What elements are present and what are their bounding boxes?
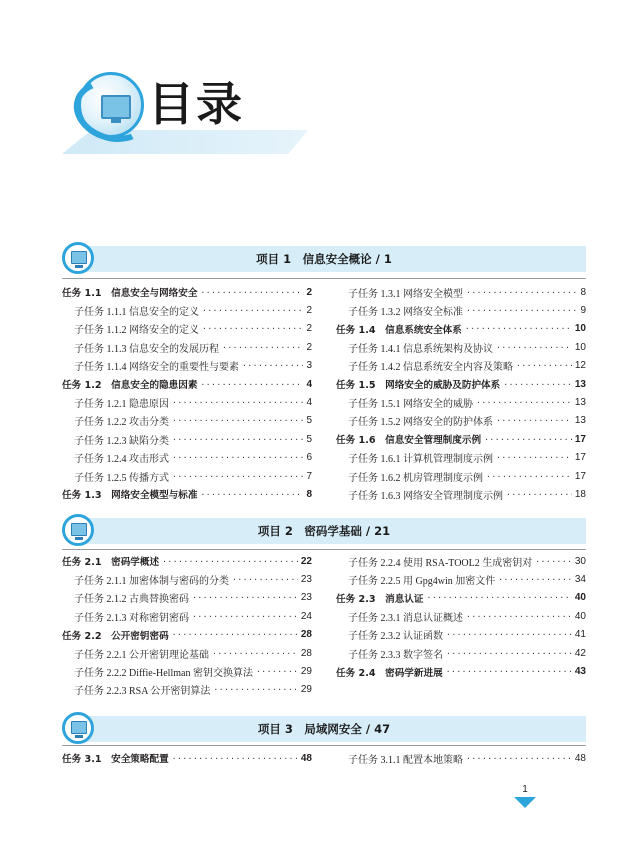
toc-leader-dots — [200, 288, 303, 297]
toc-leader-dots — [242, 361, 303, 370]
computer-globe-icon — [78, 72, 144, 138]
toc-entry-page: 43 — [574, 666, 586, 678]
toc-right-column — [336, 552, 586, 681]
toc-subtask-entry — [62, 589, 312, 607]
toc-leader-dots — [192, 612, 298, 621]
toc-entry-page: 24 — [300, 610, 312, 622]
toc-entry-page: 34 — [574, 574, 586, 586]
toc-entry-label: 子任务 1.3.1 网络安全模型 — [348, 288, 463, 300]
toc-entry-label: 任务 2.4 密码学新进展 — [336, 667, 443, 679]
divider — [62, 549, 586, 550]
computer-icon — [62, 514, 94, 546]
toc-subtask-entry — [62, 412, 312, 430]
toc-entry-page: 23 — [300, 574, 312, 586]
toc-entry-label: 子任务 1.2.3 缺陷分类 — [74, 435, 169, 447]
toc-entry-label: 子任务 1.1.1 信息安全的定义 — [74, 307, 199, 319]
toc-subtask-entry — [336, 570, 586, 588]
toc-leader-dots — [172, 416, 303, 425]
toc-subtask-entry — [336, 552, 586, 570]
toc-entry-page: 4 — [306, 378, 312, 390]
toc-leader-dots — [496, 453, 572, 462]
toc-task-entry — [336, 320, 586, 338]
toc-leader-dots — [496, 343, 572, 352]
toc-subtask-entry — [62, 662, 312, 680]
toc-right-column — [336, 749, 586, 767]
toc-entry-page: 29 — [300, 666, 312, 678]
toc-subtask-entry — [62, 644, 312, 662]
toc-entry-page: 4 — [306, 397, 312, 409]
toc-task-entry — [62, 375, 312, 393]
toc-leader-dots — [232, 575, 298, 584]
toc-leader-dots — [484, 435, 572, 444]
toc-entry-page: 30 — [574, 555, 586, 567]
toc-entry-label: 任务 1.6 信息安全管理制度示例 — [336, 435, 482, 447]
toc-entry-page: 17 — [574, 433, 586, 445]
toc-subtask-entry — [336, 283, 586, 301]
toc-entry-label: 子任务 1.1.2 网络安全的定义 — [74, 325, 199, 337]
toc-left-column — [62, 552, 312, 699]
toc-leader-dots — [466, 288, 577, 297]
toc-entry-label: 子任务 2.1.1 加密体制与密码的分类 — [74, 576, 229, 588]
toc-subtask-entry — [62, 607, 312, 625]
toc-task-entry — [62, 283, 312, 301]
toc-left-column — [62, 283, 312, 504]
toc-entry-page: 9 — [580, 305, 586, 317]
toc-leader-dots — [172, 435, 303, 444]
toc-entry-page: 8 — [580, 286, 586, 298]
toc-subtask-entry — [336, 607, 586, 625]
computer-icon — [62, 242, 94, 274]
toc-subtask-entry — [336, 749, 586, 767]
toc-leader-dots — [476, 398, 572, 407]
toc-entry-label: 子任务 2.2.2 Diffie-Hellman 密钥交换算法 — [74, 668, 253, 680]
toc-left-column — [62, 749, 312, 767]
toc-entry-page: 13 — [574, 415, 586, 427]
toc-entry-page: 13 — [574, 397, 586, 409]
toc-entry-label: 子任务 2.2.5 用 Gpg4win 加密文件 — [348, 576, 496, 588]
toc-entry-page: 10 — [574, 341, 586, 353]
toc-subtask-entry — [336, 412, 586, 430]
toc-subtask-entry — [336, 393, 586, 411]
toc-subtask-entry — [62, 449, 312, 467]
toc-leader-dots — [222, 343, 303, 352]
toc-subtask-entry — [62, 320, 312, 338]
toc-entry-label: 任务 2.1 密码学概述 — [62, 557, 160, 569]
project-header-2 — [62, 514, 586, 544]
toc-entry-label: 子任务 1.1.3 信息安全的发展历程 — [74, 343, 219, 355]
project-header-3 — [62, 712, 586, 742]
toc-subtask-entry — [336, 485, 586, 503]
toc-entry-page: 2 — [306, 286, 312, 298]
toc-leader-dots — [503, 380, 572, 389]
toc-subtask-entry — [336, 467, 586, 485]
toc-task-entry — [336, 589, 586, 607]
toc-subtask-entry — [336, 449, 586, 467]
toc-entry-label: 子任务 1.4.2 信息系统安全内容及策略 — [348, 362, 513, 374]
toc-entry-page: 48 — [574, 752, 586, 764]
toc-leader-dots — [498, 575, 572, 584]
toc-entry-label: 子任务 2.1.3 对称密钥密码 — [74, 612, 189, 624]
toc-entry-page: 5 — [306, 415, 312, 427]
toc-entry-label: 任务 1.2 信息安全的隐患因素 — [62, 380, 198, 392]
computer-icon — [62, 712, 94, 744]
toc-leader-dots — [506, 490, 572, 499]
toc-task-entry — [336, 430, 586, 448]
toc-entry-page: 17 — [574, 452, 586, 464]
toc-entry-page: 6 — [306, 452, 312, 464]
toc-entry-page: 12 — [574, 360, 586, 372]
toc-entry-page: 48 — [300, 752, 312, 764]
toc-entry-page: 10 — [574, 323, 586, 335]
project-header-label: 项目 2 密码学基础 / 21 — [257, 524, 391, 538]
toc-subtask-entry — [62, 681, 312, 699]
toc-entry-label: 子任务 3.1.1 配置本地策略 — [348, 754, 463, 766]
toc-entry-page: 29 — [300, 684, 312, 696]
toc-entry-label: 子任务 2.2.4 使用 RSA-TOOL2 生成密钥对 — [348, 557, 533, 569]
toc-entry-label: 子任务 1.6.1 计算机管理制度示例 — [348, 454, 493, 466]
toc-entry-page: 8 — [306, 488, 312, 500]
toc-entry-page: 2 — [306, 323, 312, 335]
toc-leader-dots — [172, 472, 303, 481]
toc-subtask-entry — [62, 301, 312, 319]
toc-entry-page: 3 — [306, 360, 312, 372]
page-marker-triangle-icon — [514, 797, 536, 808]
toc-leader-dots — [202, 306, 303, 315]
toc-entry-page: 2 — [306, 305, 312, 317]
toc-entry-page: 17 — [574, 470, 586, 482]
toc-leader-dots — [212, 649, 298, 658]
toc-leader-dots — [446, 649, 572, 658]
toc-leader-dots — [192, 593, 298, 602]
toc-leader-dots — [535, 557, 572, 566]
divider — [62, 745, 586, 746]
toc-entry-label: 子任务 1.3.2 网络安全标准 — [348, 307, 463, 319]
toc-leader-dots — [466, 754, 572, 763]
toc-entry-label: 子任务 1.5.1 网络安全的威胁 — [348, 399, 473, 411]
toc-entry-page: 13 — [574, 378, 586, 390]
toc-entry-page: 18 — [574, 488, 586, 500]
toc-leader-dots — [446, 667, 572, 676]
toc-leader-dots — [213, 685, 297, 694]
toc-entry-page: 40 — [574, 592, 586, 604]
toc-entry-label: 子任务 1.4.1 信息系统架构及协议 — [348, 343, 493, 355]
toc-entry-page: 40 — [574, 610, 586, 622]
toc-entry-label: 子任务 1.5.2 网络安全的防护体系 — [348, 417, 493, 429]
toc-subtask-entry — [62, 357, 312, 375]
project-header-label: 项目 3 局域网安全 / 47 — [257, 722, 391, 736]
toc-leader-dots — [256, 667, 298, 676]
toc-entry-label: 任务 3.1 安全策略配置 — [62, 754, 169, 766]
toc-task-entry — [336, 375, 586, 393]
toc-entry-page: 23 — [300, 592, 312, 604]
toc-entry-label: 子任务 1.6.3 网络安全管理制度示例 — [348, 490, 503, 502]
toc-leader-dots — [172, 630, 298, 639]
toc-leader-dots — [486, 472, 572, 481]
toc-entry-label: 任务 1.5 网络安全的威胁及防护体系 — [336, 380, 501, 392]
toc-leader-dots — [172, 754, 298, 763]
toc-entry-page: 5 — [306, 433, 312, 445]
toc-leader-dots — [172, 398, 303, 407]
toc-task-entry — [62, 626, 312, 644]
toc-leader-dots — [162, 557, 298, 566]
toc-subtask-entry — [336, 644, 586, 662]
toc-subtask-entry — [62, 430, 312, 448]
toc-leader-dots — [427, 593, 572, 602]
toc-entry-page: 41 — [574, 629, 586, 641]
toc-entry-label: 子任务 1.1.4 网络安全的重要性与要素 — [74, 362, 239, 374]
toc-entry-label: 子任务 1.2.1 隐患原因 — [74, 399, 169, 411]
toc-leader-dots — [466, 306, 577, 315]
title-banner — [62, 70, 312, 160]
toc-leader-dots — [496, 416, 572, 425]
toc-leader-dots — [446, 630, 572, 639]
toc-entry-label: 子任务 2.2.1 公开密钥理论基础 — [74, 649, 209, 661]
toc-leader-dots — [202, 324, 303, 333]
toc-subtask-entry — [336, 626, 586, 644]
toc-entry-label: 子任务 1.2.4 攻击形式 — [74, 454, 169, 466]
toc-entry-label: 子任务 1.2.5 传播方式 — [74, 472, 169, 484]
toc-entry-label: 子任务 1.2.2 攻击分类 — [74, 417, 169, 429]
toc-subtask-entry — [336, 338, 586, 356]
toc-entry-label: 子任务 2.2.3 RSA 公开密钥算法 — [74, 686, 211, 698]
toc-leader-dots — [200, 380, 303, 389]
toc-right-column — [336, 283, 586, 504]
toc-task-entry — [62, 749, 312, 767]
toc-entry-label: 子任务 2.3.3 数字签名 — [348, 649, 443, 661]
toc-entry-label: 任务 2.3 消息认证 — [336, 593, 424, 605]
toc-subtask-entry — [62, 338, 312, 356]
toc-leader-dots — [200, 490, 303, 499]
toc-entry-label: 任务 1.4 信息系统安全体系 — [336, 324, 462, 336]
toc-entry-page: 42 — [574, 647, 586, 659]
toc-subtask-entry — [336, 357, 586, 375]
toc-subtask-entry — [62, 393, 312, 411]
toc-entry-page: 28 — [300, 647, 312, 659]
toc-entry-page: 2 — [306, 341, 312, 353]
toc-leader-dots — [465, 324, 572, 333]
toc-subtask-entry — [336, 301, 586, 319]
toc-entry-label: 子任务 1.6.2 机房管理制度示例 — [348, 472, 483, 484]
toc-entry-label: 子任务 2.3.2 认证函数 — [348, 631, 443, 643]
toc-task-entry — [62, 552, 312, 570]
toc-entry-label: 任务 2.2 公开密钥密码 — [62, 630, 169, 642]
project-header-1 — [62, 242, 586, 272]
toc-leader-dots — [466, 612, 572, 621]
toc-entry-label: 任务 1.3 网络安全模型与标准 — [62, 490, 198, 502]
toc-task-entry — [336, 662, 586, 680]
toc-entry-page: 7 — [306, 470, 312, 482]
project-header-label: 项目 1 信息安全概论 / 1 — [256, 252, 392, 266]
toc-subtask-entry — [62, 467, 312, 485]
toc-task-entry — [62, 485, 312, 503]
divider — [62, 278, 586, 279]
toc-leader-dots — [516, 361, 572, 370]
toc-subtask-entry — [62, 570, 312, 588]
toc-entry-page: 28 — [300, 629, 312, 641]
toc-entry-label: 子任务 2.3.1 消息认证概述 — [348, 612, 463, 624]
toc-entry-label: 子任务 2.1.2 古典替换密码 — [74, 594, 189, 606]
toc-entry-label: 任务 1.1 信息安全与网络安全 — [62, 288, 198, 300]
page-number: 1 — [522, 784, 528, 795]
page-title: 目录 — [148, 77, 244, 131]
toc-entry-page: 22 — [300, 555, 312, 567]
toc-leader-dots — [172, 453, 303, 462]
